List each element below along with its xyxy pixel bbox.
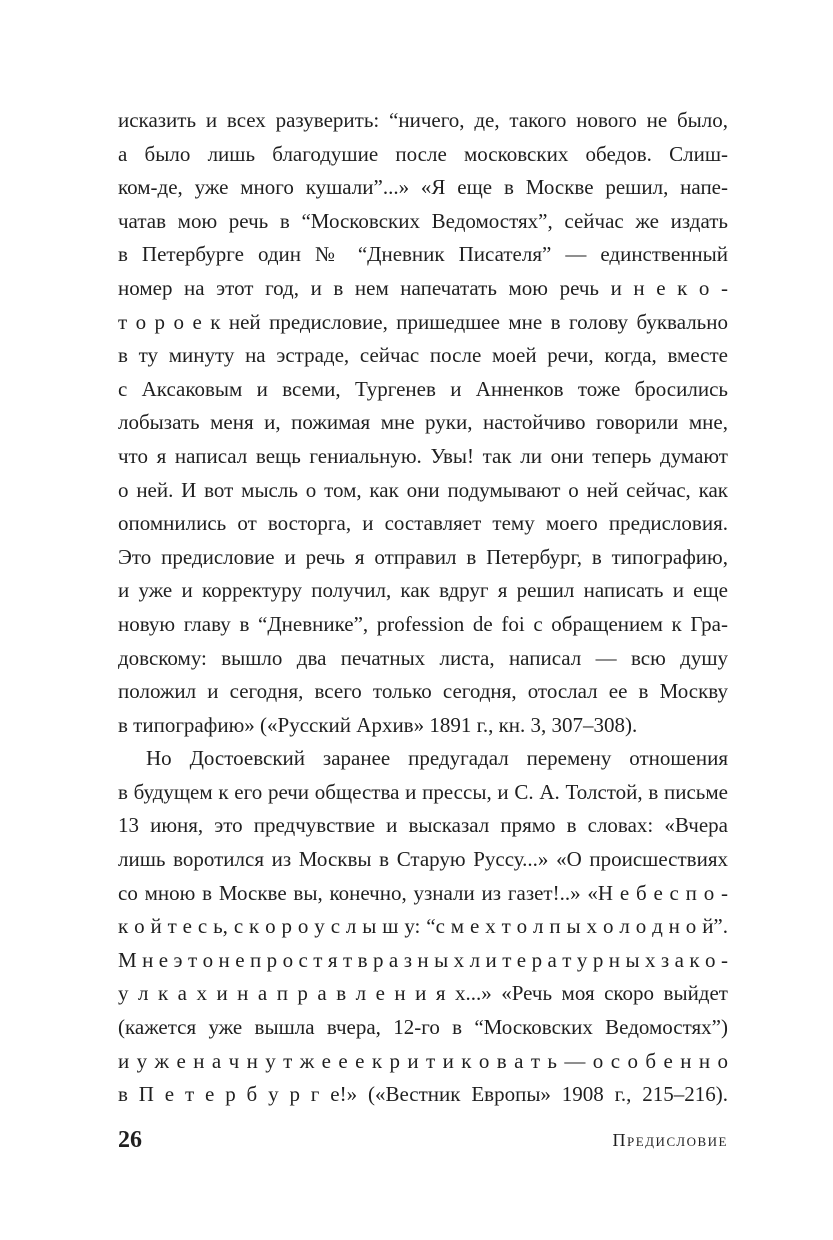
text-line: лишь воротился из Москвы в Старую Руссу...» «О происшествиях	[118, 847, 728, 872]
text-line: новую главу в “Дневнике”, profession de foi с обращением к Гра-	[118, 611, 728, 636]
text-line: что я написал вещь гениальную. Увы! так ли они теперь думают	[118, 443, 728, 468]
text-line: в Петербурге один № “Дневник Писателя” — единственный	[118, 242, 728, 267]
text-line: (кажется уже вышла вчера, 12-го в “Московских Ведомостях”)	[118, 1015, 728, 1040]
body-text	[118, 104, 728, 1112]
text-line: у л к а х и н а п р а в л е н и я х...» «Речь моя скоро выйдет	[118, 981, 728, 1006]
text-line: т о р о е к ней предисловие, пришедшее мне в голову буквально	[118, 309, 728, 334]
text-line: 13 июня, это предчувствие и высказал прямо в словах: «Вчера	[118, 813, 728, 838]
text-line: довскому: вышло два печатных листа, написал — всю душу	[118, 645, 728, 670]
text-line: и уже и корректуру получил, как вдруг я решил написать и еще	[118, 578, 728, 603]
text-line: ком-де, уже много кушали”...» «Я еще в Москве решил, напе-	[118, 175, 728, 200]
text-line: и у ж е н а ч н у т ж е е е к р и т и к о в а т ь — о с о б е н н о	[118, 1048, 728, 1073]
text-line: к о й т е с ь, с к о р о у с л ы ш у: “с м е х т о л п ы х о л о д н о й”.	[118, 914, 728, 939]
paragraph-start-line: Но Достоевский заранее предугадал перемену отношения	[146, 746, 728, 771]
text-line: со мною в Москве вы, конечно, узнали из газет!..» «Н е б е с п о -	[118, 880, 728, 905]
text-line: чатав мою речь в “Московских Ведомостях”, сейчас же издать	[118, 208, 728, 233]
text-line: в ту минуту на эстраде, сейчас после моей речи, когда, вместе	[118, 343, 728, 368]
text-line: опомнились от восторга, и составляет тему моего предисловия.	[118, 511, 728, 536]
text-line: положил и сегодня, всего только сегодня, отослал ее в Москву	[118, 679, 728, 704]
text-line: Это предисловие и речь я отправил в Петербург, в типографию,	[118, 544, 728, 569]
text-line: М н е э т о н е п р о с т я т в р а з н ы х л и т е р а т у р н ы х з а к о -	[118, 947, 728, 972]
text-line: о ней. И вот мысль о том, как они подумывают о ней сейчас, как	[118, 477, 728, 502]
text-line: в П е т е р б у р г е!» («Вестник Европы» 1908 г., 215–216).	[118, 1082, 728, 1107]
text-line: лобызать меня и, пожимая мне руки, настойчиво говорили мне,	[118, 410, 728, 435]
text-line: в типографию» («Русский Архив» 1891 г., кн. 3, 307–308).	[118, 712, 638, 737]
running-title: Предисловие	[612, 1130, 728, 1150]
text-line: исказить и всех разуверить: “ничего, де, такого нового не было,	[118, 108, 728, 132]
text-line: номер на этот год, и в нем напечатать мою речь и н е к о -	[118, 275, 728, 300]
text-line: а было лишь благодушие после московских обедов. Слиш-	[118, 141, 728, 166]
text-line: с Аксаковым и всеми, Тургенев и Анненков тоже бросились	[118, 376, 728, 401]
page-footer	[118, 1120, 728, 1160]
page-number: 26	[118, 1127, 142, 1153]
text-line: в будущем к его речи общества и прессы, и С. А. Толстой, в письме	[118, 779, 728, 804]
